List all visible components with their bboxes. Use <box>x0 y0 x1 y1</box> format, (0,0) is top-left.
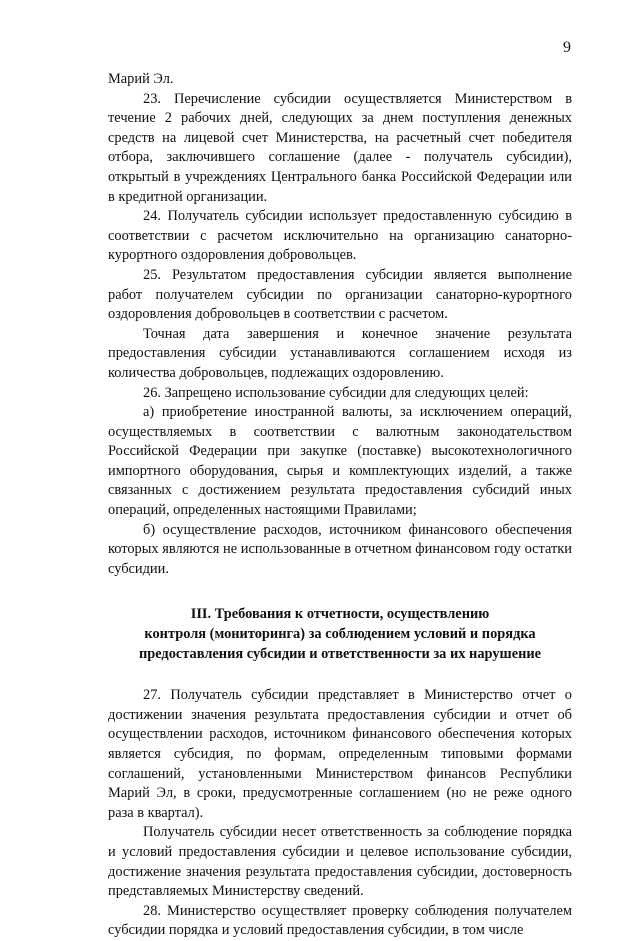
paragraph: 26. Запрещено использование субсидии для следующих целей: <box>143 384 529 401</box>
paragraph: Получатель субсидии несет ответственность за соблюдение порядка и условий предоставления субсидии и целевое использование субсидии, достижение значения результата предоставления субсидии, достоверность представляемых Министерству сведений. <box>108 824 572 900</box>
paragraph: 28. Министерство осуществляет проверку соблюдения получателем субсидии порядка и условий предоставления субсидии, в том числе <box>108 902 572 939</box>
section-heading-line: контроля (мониторинга) за соблюдением условий и порядка <box>144 626 536 643</box>
document-body <box>108 70 572 941</box>
paragraphs-before-section <box>108 70 572 579</box>
section-heading-line: III. Требования к отчетности, осуществлению <box>190 606 490 623</box>
paragraph: Марий Эл. <box>108 71 174 87</box>
paragraph: 25. Результатом предоставления субсидии является выполнение работ получателем субсидии по организации санаторно-курортного оздоровления добровольцев в соответствии с расчетом. <box>108 266 572 323</box>
paragraph: Точная дата завершения и конечное значение результата предоставления субсидии устанавливаются соглашением исходя из количества добровольцев, подлежащих оздоровлению. <box>108 325 572 381</box>
paragraph: 23. Перечисление субсидии осуществляется Министерством в течение 2 рабочих дней, следующих за днем поступления денежных средств на лицевой счет Министерства, на расчетный счет победителя отбора, заключившего соглашение (далее - получатель субсидии), открытый в учреждениях Центрального банка Российской Федерации или в кредитной организации. <box>108 90 572 205</box>
paragraphs-after-section <box>108 686 572 941</box>
page-number: 9 <box>563 39 571 56</box>
paragraph: б) осуществление расходов, источником финансового обеспечения которых являются не использованные в отчетном финансовом году остатки субсидии. <box>108 521 572 577</box>
paragraph: 24. Получатель субсидии использует предоставленную субсидию в соответствии с расчетом исключительно на организацию санаторно-курортного оздоровления добровольцев. <box>108 208 572 264</box>
section-heading-line: предоставления субсидии и ответственности за их нарушение <box>138 645 542 662</box>
paragraph: 27. Получатель субсидии представляет в Министерство отчет о достижении значения результата предоставления субсидии и отчет об осуществлении расходов, источником финансового обеспечения которых является субсидия, по формам, определенным типовыми формами соглашений, установленными Министерством финансов Республики Марий Эл, в сроки, предусмотренные соглашением (но не реже одного раза в квартал). <box>108 687 572 821</box>
section-heading <box>108 605 572 664</box>
paragraph: а) приобретение иностранной валюты, за исключением операций, осуществляемых в соответствии с валютным законодательством Российской Федерации при закупке (поставке) высокотехнологичного импортного оборудования, сырья и комплектующих изделий, а также связанных с достижением результата предоставления субсидий иных операций, определенных настоящими Правилами; <box>108 404 572 519</box>
